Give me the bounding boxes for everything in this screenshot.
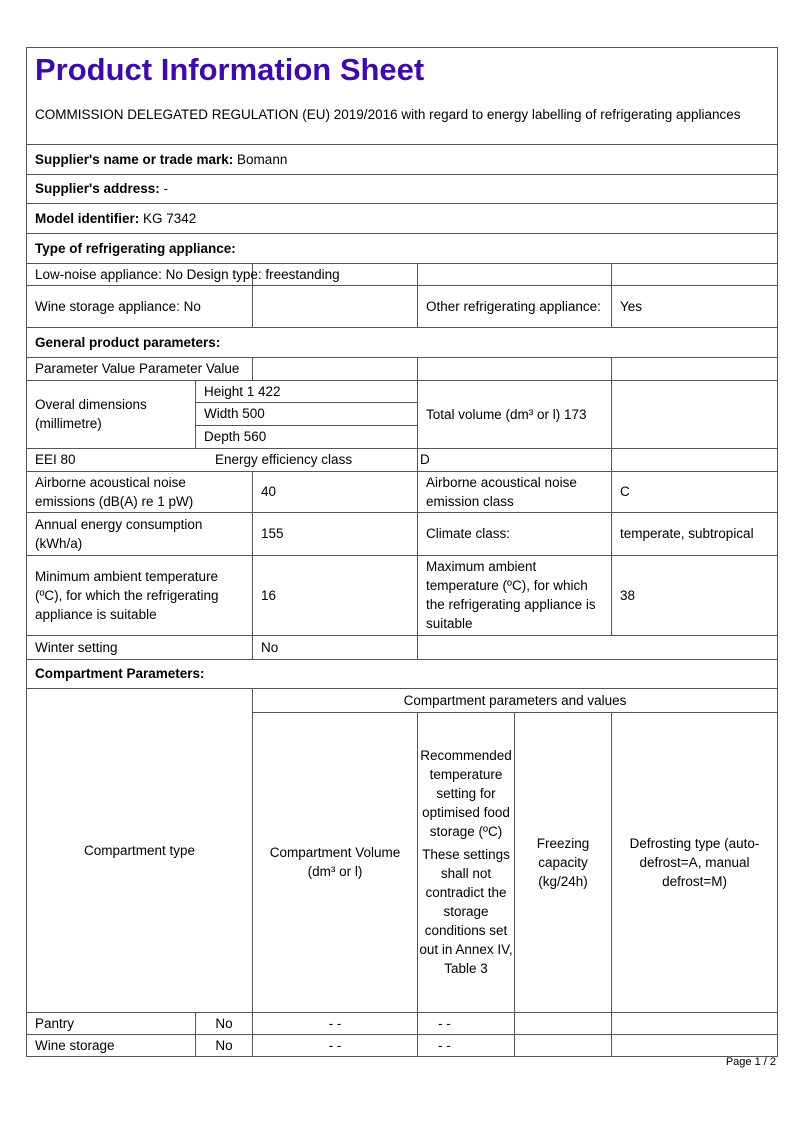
general-heading-text: General product parameters:	[35, 334, 221, 350]
compartment-temp: - -	[418, 1012, 515, 1034]
compartment-present: No	[196, 1034, 253, 1056]
address-value: -	[163, 181, 169, 196]
table-row	[27, 1034, 778, 1056]
winter-value: No	[253, 635, 418, 659]
width-value: Width 500	[196, 402, 418, 425]
climate-label: Climate class:	[418, 512, 612, 555]
dimensions-label: Overal dimensions (millimetre)	[27, 380, 196, 448]
defrost-header: Defrosting type (auto-defrost=A, manual defrost=M)	[612, 712, 778, 1012]
low-noise-cell: Low-noise appliance: No Design type: freestanding	[27, 263, 253, 285]
eei-cell	[27, 448, 418, 471]
compartment-name: Pantry	[27, 1012, 196, 1034]
compartment-volume: - -	[253, 1034, 418, 1056]
model-label: Model identifier:	[35, 210, 140, 226]
model-value: KG 7342	[143, 210, 197, 226]
min-temp-label: Minimum ambient temperature (ºC), for which the refrigerating appliance is suitable	[27, 555, 253, 635]
compartment-volume: - -	[253, 1012, 418, 1034]
compartment-type-header: Compartment type	[27, 688, 253, 1012]
other-label: Other refrigerating appliance:	[418, 285, 612, 327]
depth-value: Depth 560	[196, 425, 418, 448]
climate-value: temperate, subtropical	[612, 512, 778, 555]
wine-storage-cell: Wine storage appliance: No	[27, 285, 253, 327]
compartment-name: Wine storage	[27, 1034, 196, 1056]
total-volume: Total volume (dm³ or l) 173	[418, 380, 612, 448]
temperature-header	[418, 712, 515, 1012]
model-row	[27, 203, 778, 233]
table-row	[27, 1012, 778, 1034]
noise-value: 40	[253, 471, 418, 512]
winter-label: Winter setting	[27, 635, 253, 659]
noise-class-label: Airborne acoustical noise emission class	[418, 471, 612, 512]
temperature-note: These settings shall not contradict the storage conditions set out in Annex IV, Table 3	[419, 847, 513, 976]
type-heading-text: Type of refrigerating appliance:	[35, 240, 236, 256]
compartment-temp: - -	[418, 1034, 515, 1056]
compartment-group-header: Compartment parameters and values	[253, 688, 778, 712]
param-header: Parameter Value Parameter Value	[27, 357, 253, 380]
regulation-text: COMMISSION DELEGATED REGULATION (EU) 2019/2016 with regard to energy labelling of refrigerating appliances	[27, 91, 778, 144]
max-temp-label: Maximum ambient temperature (ºC), for which the refrigerating appliance is suitable	[418, 555, 612, 635]
supplier-label: Supplier's name or trade mark:	[35, 151, 234, 167]
annual-label: Annual energy consumption (kWh/a)	[27, 512, 253, 555]
product-info-table	[26, 47, 778, 1057]
energy-class: D	[418, 448, 612, 471]
energy-class-label: Energy efficiency class	[215, 452, 353, 467]
freezing-header: Freezing capacity (kg/24h)	[515, 712, 612, 1012]
page-title: Product Information Sheet	[27, 48, 778, 92]
compartment-heading-text: Compartment Parameters:	[35, 666, 205, 681]
supplier-row	[27, 144, 778, 174]
eei-value: EEI 80	[35, 452, 76, 467]
height-value: Height 1 422	[196, 380, 418, 402]
address-row	[27, 174, 778, 203]
compartment-present: No	[196, 1012, 253, 1034]
annual-value: 155	[253, 512, 418, 555]
general-heading	[27, 327, 778, 357]
supplier-value: Bomann	[237, 151, 288, 167]
max-temp-value: 38	[612, 555, 778, 635]
other-value: Yes	[612, 285, 778, 327]
temperature-header-text: Recommended temperature setting for optimised food storage (ºC)	[420, 748, 512, 839]
noise-label: Airborne acoustical noise emissions (dB(A) re 1 pW)	[27, 471, 253, 512]
volume-header: Compartment Volume (dm³ or l)	[253, 712, 418, 1012]
page-number: Page 1 / 2	[725, 1056, 776, 1068]
compartment-heading	[27, 659, 778, 688]
type-heading	[27, 233, 778, 263]
min-temp-value: 16	[253, 555, 418, 635]
address-label: Supplier's address:	[35, 181, 160, 196]
noise-class: C	[612, 471, 778, 512]
